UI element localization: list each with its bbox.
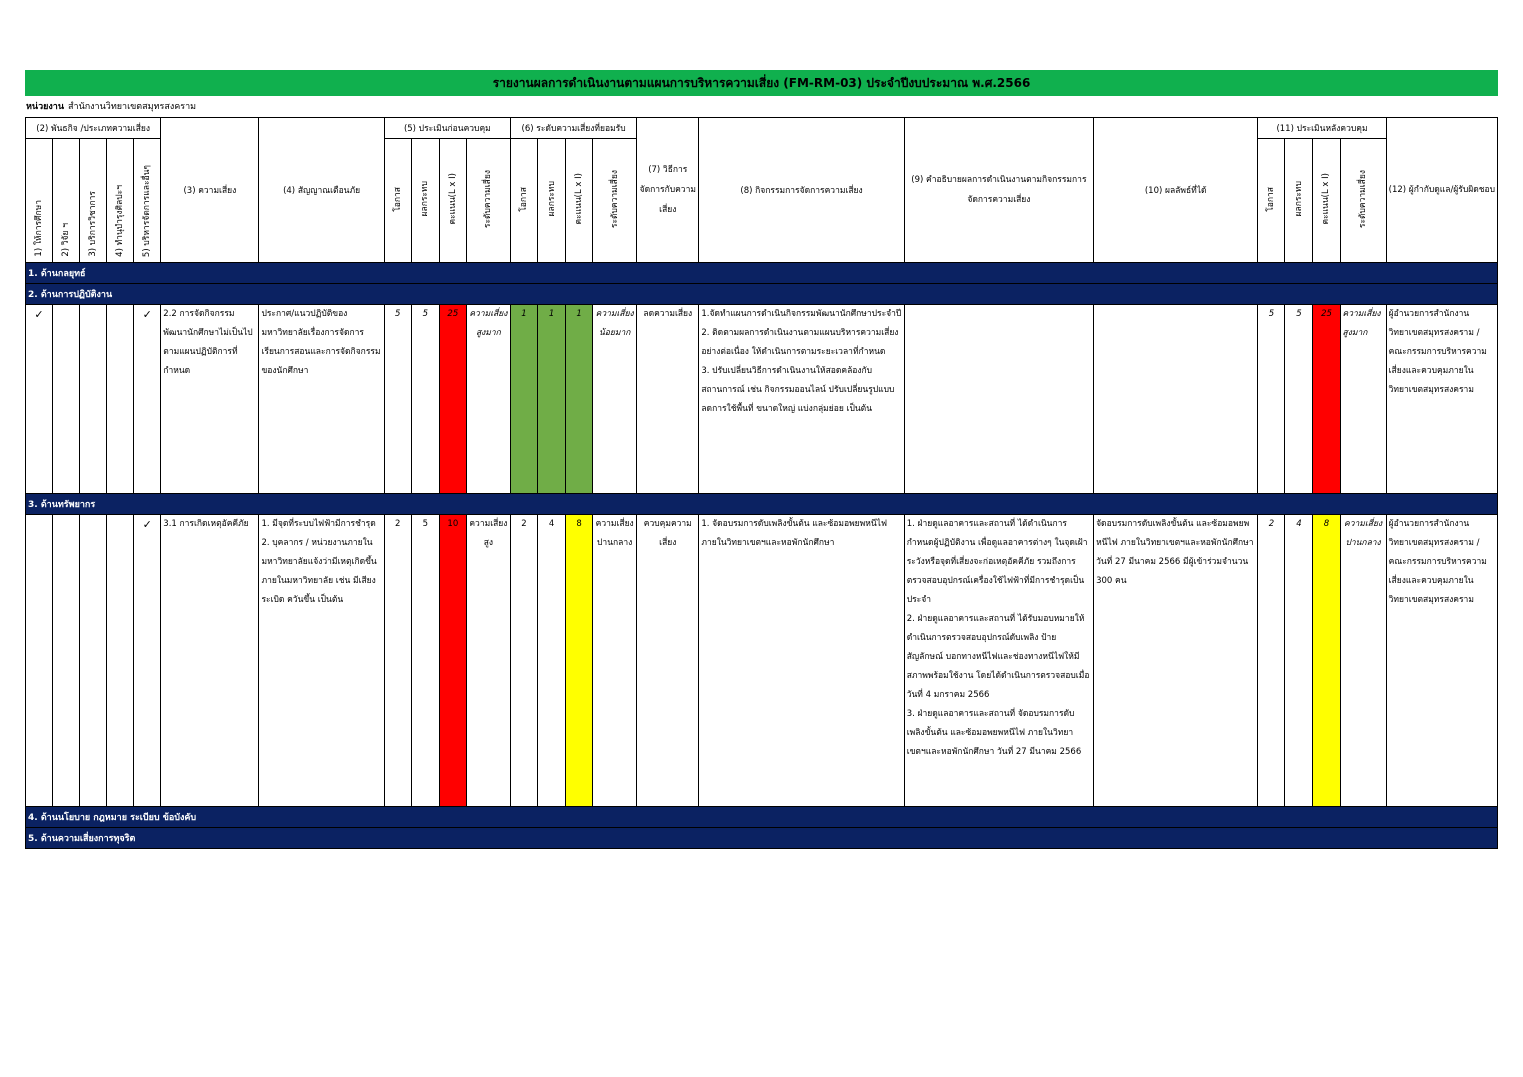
header-risk: (3) ความเสี่ยง	[161, 118, 259, 263]
header-after-opp: โอกาส	[1258, 139, 1285, 263]
header-acceptable-level: (6) ระดับความเสี่ยงที่ยอมรับ	[510, 118, 636, 139]
accept-opp-cell: 1	[510, 305, 537, 494]
unit-label: หน่วยงาน	[26, 102, 65, 112]
header-accept-level: ระดับความเสี่ยง	[593, 139, 637, 263]
mission-check-management: ✓	[134, 305, 161, 494]
header-warning: (4) สัญญาณเตือนภัย	[259, 118, 384, 263]
table-row	[26, 305, 1498, 494]
section-corruption: 5. ด้านความเสี่ยงการทุจริต	[26, 828, 1498, 849]
mission-cell-culture	[107, 515, 134, 807]
header-after-impact: ผลกระทบ	[1285, 139, 1313, 263]
header-accept-opp: โอกาส	[510, 139, 537, 263]
section-row-operations	[26, 284, 1498, 305]
header-after-level: ระดับความเสี่ยง	[1340, 139, 1386, 263]
warning-cell: ประกาศ/แนวปฏิบัติของมหาวิทยาลัยเรื่องการจัดการเรียนการสอนและการจัดกิจกรรมของนักศึกษา	[259, 305, 384, 494]
result-cell: จัดอบรมการดับเพลิงขั้นต้น และซ้อมอพยพหนีไฟ ภายในวิทยาเขตฯและหอพักนักศึกษา วันที่ 27 มีนาคม 2566 มีผู้เข้าร่วมจำนวน 300 คน	[1094, 515, 1258, 807]
mission-cell-service	[80, 305, 107, 494]
method-cell: ลดความเสี่ยง	[637, 305, 699, 494]
mission-cell-culture	[107, 305, 134, 494]
mission-check-management: ✓	[134, 515, 161, 807]
mission-check-education: ✓	[26, 305, 53, 494]
header-mission-education: 1) ให้การศึกษา	[26, 139, 53, 263]
risk-table	[25, 117, 1498, 849]
header-method: (7) วิธีการจัดการกับความเสี่ยง	[637, 118, 699, 263]
mission-cell-service	[80, 515, 107, 807]
before-score-cell: 25	[439, 305, 466, 494]
header-after-control: (11) ประเมินหลังควบคุม	[1258, 118, 1386, 139]
warning-cell: 1. มีจุดที่ระบบไฟฟ้ามีการชำรุด 2. บุคลากร / หน่วยงานภายในมหาวิทยาลัยแจ้งว่ามีเหตุเกิดขึ้นภายในมหาวิทยาลัย เช่น มีเสียงระเบิด ควันขึ้น เป็นต้น	[259, 515, 384, 807]
description-cell: 1. ฝ่ายดูแลอาคารและสถานที่ ได้ดำเนินการกำหนดผู้ปฏิบัติงาน เพื่อดูแลอาคารต่างๆ ในจุดเฝ้าระวังหรือจุดที่เสี่ยงจะก่อเหตุอัคคีภัย รวมถึงการตรวจสอบอุปกรณ์เครื่องใช้ไฟฟ้าที่มีการชำรุดเป็นประจำ 2. ฝ่ายดูแลอาคารและสถานที่ ได้รับมอบหมายให้ดำเนินการตรวจสอบอุปกรณ์ดับเพลิง ป้ายสัญลักษณ์ บอกทางหนีไฟและช่องทางหนีไฟให้มีสภาพพร้อมใช้งาน โดยได้ดำเนินการตรวจสอบเมื่อวันที่ 4 มกราคม 2566 3. ฝ่ายดูแลอาคารและสถานที่ จัดอบรมการดับเพลิงขั้นต้น และซ้อมอพยพหนีไฟ ภายในวิทยาเขตฯและหอพักนักศึกษา วันที่ 27 มีนาคม 2566	[904, 515, 1093, 807]
before-score-cell: 10	[439, 515, 466, 807]
accept-score-cell: 1	[566, 305, 593, 494]
owner-cell: ผู้อำนวยการสำนักงานวิทยาเขตสมุทรสงคราม / คณะกรรมการบริหารความเสี่ยงและควบคุมภายในวิทยาเขตสมุทรสงคราม	[1386, 515, 1497, 807]
activity-cell: 1. จัดอบรมการดับเพลิงขั้นต้น และซ้อมอพยพหนีไฟ ภายในวิทยาเขตฯและหอพักนักศึกษา	[699, 515, 904, 807]
after-opp-cell: 5	[1258, 305, 1285, 494]
section-policy: 4. ด้านนโยบาย กฎหมาย ระเบียบ ข้อบังคับ	[26, 807, 1498, 828]
result-cell	[1094, 305, 1258, 494]
after-level-cell: ความเสี่ยงสูงมาก	[1340, 305, 1386, 494]
header-description: (9) คำอธิบายผลการดำเนินงานตามกิจกรรมการจัดการความเสี่ยง	[904, 118, 1093, 263]
header-accept-impact: ผลกระทบ	[538, 139, 566, 263]
accept-score-cell: 8	[566, 515, 593, 807]
before-level-cell: ความเสี่ยงสูง	[466, 515, 510, 807]
unit-value: สำนักงานวิทยาเขตสมุทรสงคราม	[68, 102, 197, 112]
risk-cell: 2.2 การจัดกิจกรรมพัฒนานักศึกษาไม่เป็นไปตามแผนปฏิบัติการที่กำหนด	[161, 305, 259, 494]
header-result: (10) ผลลัพธ์ที่ได้	[1094, 118, 1258, 263]
before-impact-cell: 5	[411, 305, 439, 494]
header-owner: (12) ผู้กำกับดูแล/ผู้รับผิดชอบ	[1386, 118, 1497, 263]
section-row-policy	[26, 807, 1498, 828]
after-opp-cell: 2	[1258, 515, 1285, 807]
after-impact-cell: 4	[1285, 515, 1313, 807]
header-before-level: ระดับความเสี่ยง	[466, 139, 510, 263]
section-row-corruption	[26, 828, 1498, 849]
unit-line	[26, 99, 196, 113]
before-impact-cell: 5	[411, 515, 439, 807]
mission-cell-research	[53, 515, 80, 807]
header-before-control: (5) ประเมินก่อนควบคุม	[384, 118, 510, 139]
owner-cell: ผู้อำนวยการสำนักงานวิทยาเขตสมุทรสงคราม / คณะกรรมการบริหารความเสี่ยงและควบคุมภายในวิทยาเขตสมุทรสงคราม	[1386, 305, 1497, 494]
method-cell: ควบคุมความเสี่ยง	[637, 515, 699, 807]
section-row-resources	[26, 494, 1498, 515]
accept-impact-cell: 4	[538, 515, 566, 807]
table-row	[26, 515, 1498, 807]
header-mission: (2) พันธกิจ /ประเภทความเสี่ยง	[26, 118, 161, 139]
after-level-cell: ความเสี่ยงปานกลาง	[1340, 515, 1386, 807]
after-score-cell: 25	[1313, 305, 1340, 494]
header-mission-culture: 4) ทำนุบำรุงศิลปะฯ	[107, 139, 134, 263]
header-before-score: คะแนน(L x I)	[439, 139, 466, 263]
header-row-1	[26, 118, 1498, 139]
header-before-opp: โอกาส	[384, 139, 411, 263]
after-impact-cell: 5	[1285, 305, 1313, 494]
header-mission-management: 5) บริหารจัดการและอื่นๆ	[134, 139, 161, 263]
before-opp-cell: 2	[384, 515, 411, 807]
header-after-score: คะแนน(L x I)	[1313, 139, 1340, 263]
section-resources: 3. ด้านทรัพยากร	[26, 494, 1498, 515]
after-score-cell: 8	[1313, 515, 1340, 807]
section-strategy: 1. ด้านกลยุทธ์	[26, 263, 1498, 284]
header-mission-service: 3) บริการวิชาการ	[80, 139, 107, 263]
mission-cell-education	[26, 515, 53, 807]
header-mission-research: 2) วิจัย ฯ	[53, 139, 80, 263]
before-opp-cell: 5	[384, 305, 411, 494]
section-row-strategy	[26, 263, 1498, 284]
activity-cell: 1.จัดทำแผนการดำเนินกิจกรรมพัฒนานักศึกษาประจำปี 2. ติดตามผลการดำเนินงานตามแผนบริหารความเสี่ยงอย่างต่อเนื่อง ให้ดำเนินการตามระยะเวลาที่กำหนด 3. ปรับเปลี่ยนวิธีการดำเนินงานให้สอดคล้องกับสถานการณ์ เช่น กิจกรรมออนไลน์ ปรับเปลี่ยนรูปแบบลดการใช้พื้นที่ ขนาดใหญ่ แบ่งกลุ่มย่อย เป็นต้น	[699, 305, 904, 494]
header-activity: (8) กิจกรรมการจัดการความเสี่ยง	[699, 118, 904, 263]
accept-level-cell: ความเสี่ยงปานกลาง	[593, 515, 637, 807]
report-title: รายงานผลการดำเนินงานตามแผนการบริหารความเสี่ยง (FM-RM-03) ประจำปีงบประมาณ พ.ศ.2566	[25, 70, 1498, 96]
accept-opp-cell: 2	[510, 515, 537, 807]
accept-level-cell: ความเสี่ยงน้อยมาก	[593, 305, 637, 494]
mission-cell-research	[53, 305, 80, 494]
header-accept-score: คะแนน(L x I)	[566, 139, 593, 263]
accept-impact-cell: 1	[538, 305, 566, 494]
description-cell	[904, 305, 1093, 494]
section-operations: 2. ด้านการปฏิบัติงาน	[26, 284, 1498, 305]
header-before-impact: ผลกระทบ	[411, 139, 439, 263]
before-level-cell: ความเสี่ยงสูงมาก	[466, 305, 510, 494]
risk-cell: 3.1 การเกิดเหตุอัคคีภัย	[161, 515, 259, 807]
